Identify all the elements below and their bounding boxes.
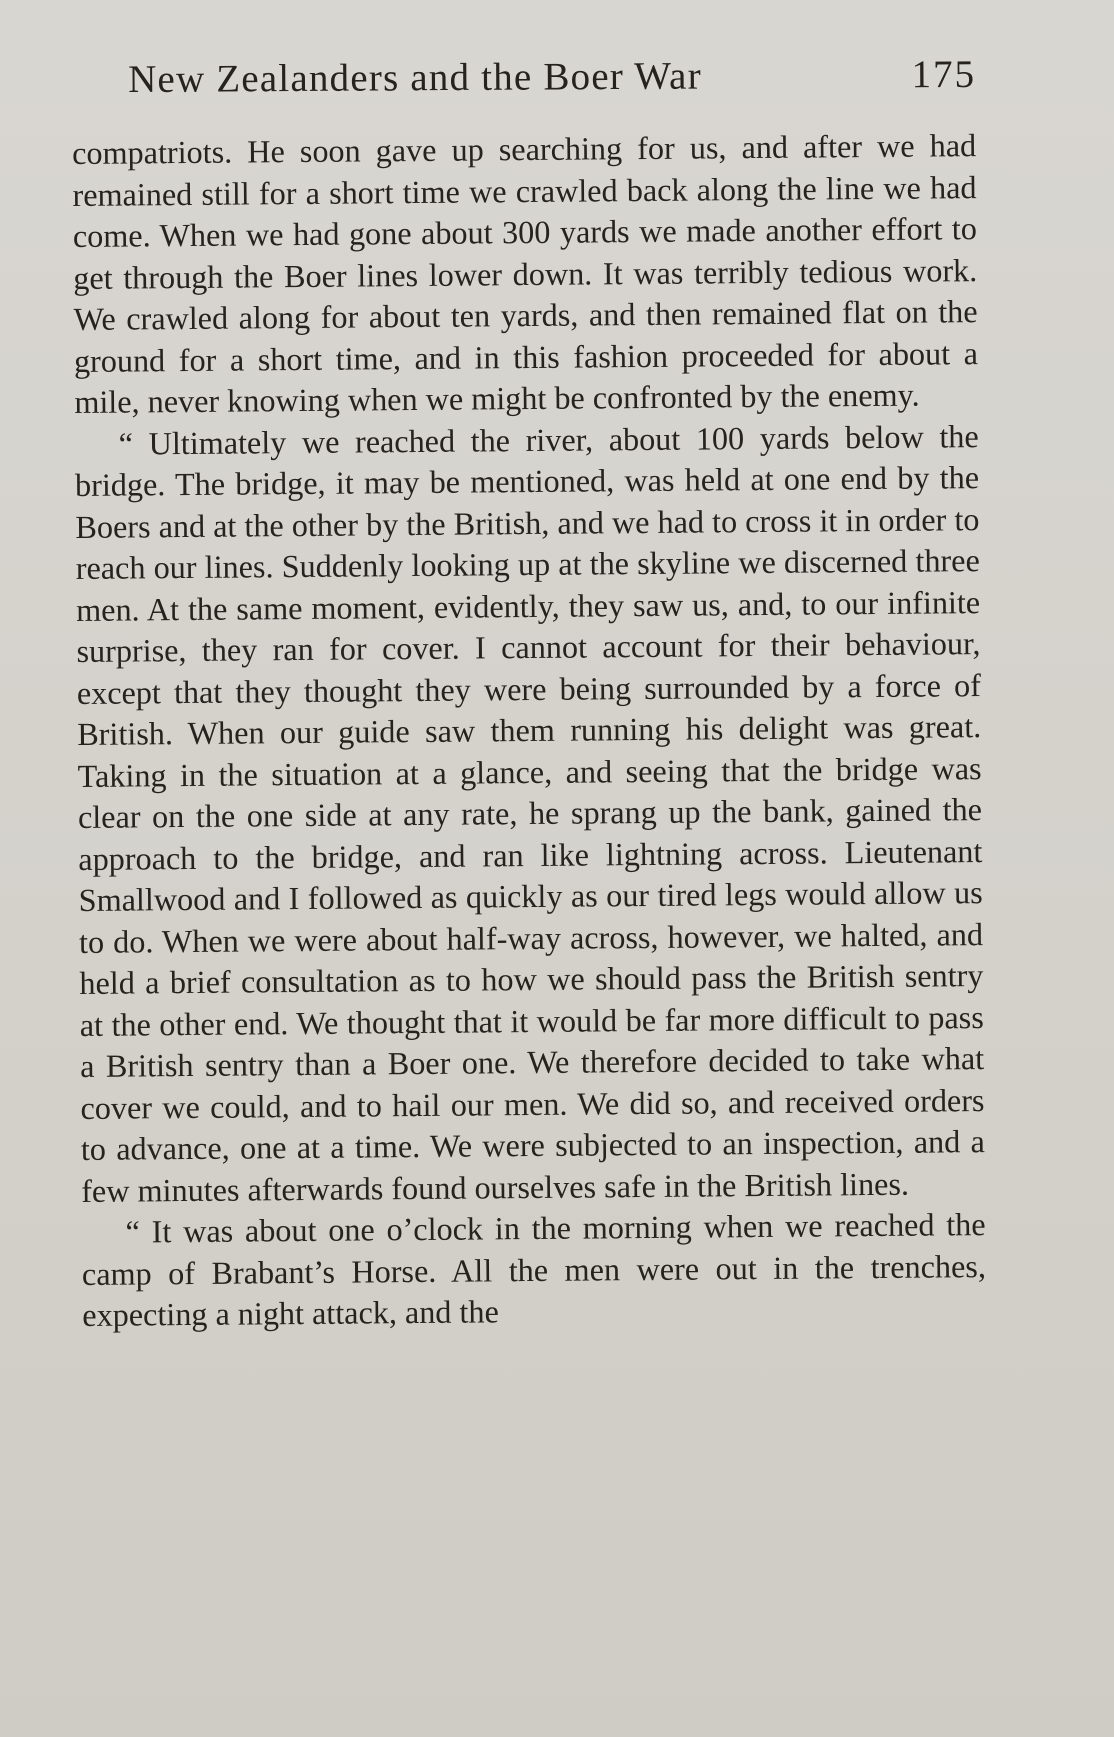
paragraph-quotation-continued: “ It was about one o’clock in the morning when we reached the camp of Brabant’s Horse. All the men were out in the trenches, expecting a night attack, and the xyxy=(81,1206,987,1333)
running-title: New Zealanders and the Boer War xyxy=(127,54,702,101)
body-text xyxy=(72,125,986,1336)
page-number: 175 xyxy=(911,52,977,97)
paragraph-quotation: “ Ultimately we reached the river, about 100 yards below the bridge. The bridge, it may be mentioned, was held at one end by the Boers and at the other by the British, and we had to cross it in order to reach our lines. Suddenly looking up at the skyline we discerned three men. At the same moment, evidently, they saw us, and, to our infinite surprise, they ran for cover. I cannot account for their behaviour, except that they thought they were being surrounded by a force of British. When our guide saw them running his delight was great. Taking in the situation at a glance, and seeing that the bridge was clear on the one side at any rate, he sprang up the bank, gained the approach to the bridge, and ran like lightning across. Lieutenant Smallwood and I followed as quickly as our tired legs would allow us to do. When we were about half-way across, however, we halted, and held a brief consultation as to how we should pass the British sentry at the other end. We thought that it would be far more difficult to pass a British sentry than a Boer one. We therefore decided to take what cover we could, and to hail our men. We did so, and received orders to advance, one at a time. We were subjected to an inspection, and a few minutes afterwards found ourselves safe in the British lines. xyxy=(74,417,985,1209)
running-head xyxy=(127,52,977,114)
paragraph-continued: compatriots. He soon gave up searching for us, and after we had remained still for a short time we crawled back along the line we had come. When we had gone about 300 yards we made another effort to get through the Boer lines lower down. It was terribly tedious work. We crawled along for about ten yards, and then remained flat on the ground for a short time, and in this fashion proceeded for about a mile, never knowing when we might be confronted by the enemy. xyxy=(72,127,979,420)
